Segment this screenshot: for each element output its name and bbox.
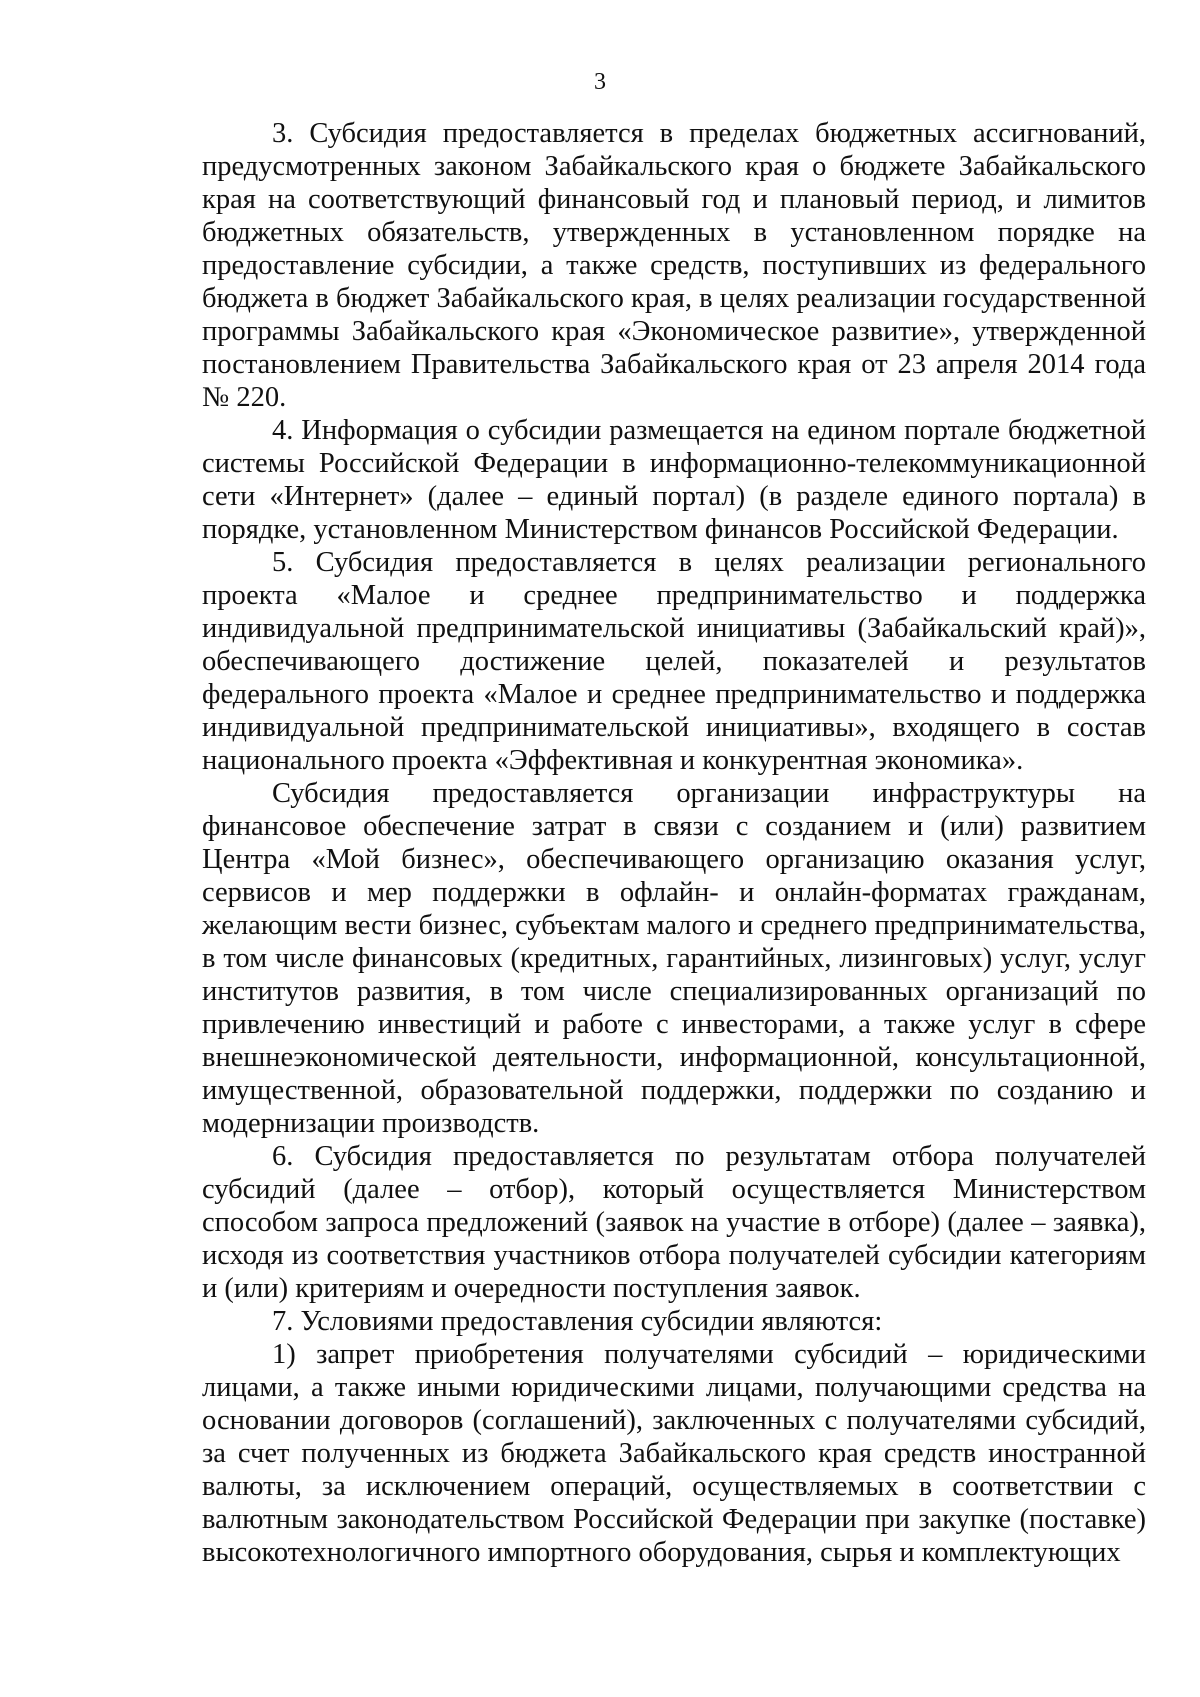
paragraph-item-7-subitem-1: 1) запрет приобретения получателями субсидий – юридическими лицами, а также иными юридическими лицами, получающими средства на основании договоров (соглашений), заключенных с получателями субсидий, за счет полученных из бюджета Забайкальского края средств иностранной валюты, за исключением операций, осуществляемых в соответствии с валютным законодательством Российской Федерации при закупке (поставке) высокотехнологичного импортного оборудования, сырья и комплектующих: [202, 1339, 1146, 1568]
paragraph-item-5: 5. Субсидия предоставляется в целях реализации регионального проекта «Малое и среднее предпринимательство и поддержка индивидуальной предпринимательской инициативы (Забайкальский край)», обеспечивающего достижение целей, показателей и результатов федерального проекта «Малое и среднее предпринимательство и поддержка индивидуальной предпринимательской инициативы», входящего в состав национального проекта «Эффективная и конкурентная экономика».: [202, 547, 1146, 776]
page-number: 3: [594, 69, 606, 95]
document-body: [202, 117, 1146, 1569]
paragraph-item-7: 7. Условиями предоставления субсидии являются:: [272, 1306, 883, 1337]
paragraph-item-5-continued: Субсидия предоставляется организации инфраструктуры на финансовое обеспечение затрат в связи с созданием и (или) развитием Центра «Мой бизнес», обеспечивающего организацию оказания услуг, сервисов и мер поддержки в офлайн- и онлайн-форматах гражданам, желающим вести бизнес, субъектам малого и среднего предпринимательства, в том числе финансовых (кредитных, гарантийных, лизинговых) услуг, услуг институтов развития, в том числе специализированных организаций по привлечению инвестиций и работе с инвесторами, а также услуг в сфере внешнеэкономической деятельности, информационной, консультационной, имущественной, образовательной поддержки, поддержки по созданию и модернизации производств.: [202, 778, 1146, 1139]
paragraph-item-3: 3. Субсидия предоставляется в пределах бюджетных ассигнований, предусмотренных законом Забайкальского края о бюджете Забайкальского края на соответствующий финансовый год и плановый период, и лимитов бюджетных обязательств, утвержденных в установленном порядке на предоставление субсидии, а также средств, поступивших из федерального бюджета в бюджет Забайкальского края, в целях реализации государственной программы Забайкальского края «Экономическое развитие», утвержденной постановлением Правительства Забайкальского края от 23 апреля 2014 года № 220.: [202, 118, 1146, 413]
paragraph-item-6: 6. Субсидия предоставляется по результатам отбора получателей субсидий (далее – отбор), который осуществляется Министерством способом запроса предложений (заявок на участие в отборе) (далее – заявка), исходя из соответствия участников отбора получателей субсидии категориям и (или) критериям и очередности поступления заявок.: [202, 1141, 1146, 1304]
paragraph-item-4: 4. Информация о субсидии размещается на едином портале бюджетной системы Российской Федерации в информационно-телекоммуникационной сети «Интернет» (далее – единый портал) (в разделе единого портала) в порядке, установленном Министерством финансов Российской Федерации.: [202, 415, 1146, 545]
